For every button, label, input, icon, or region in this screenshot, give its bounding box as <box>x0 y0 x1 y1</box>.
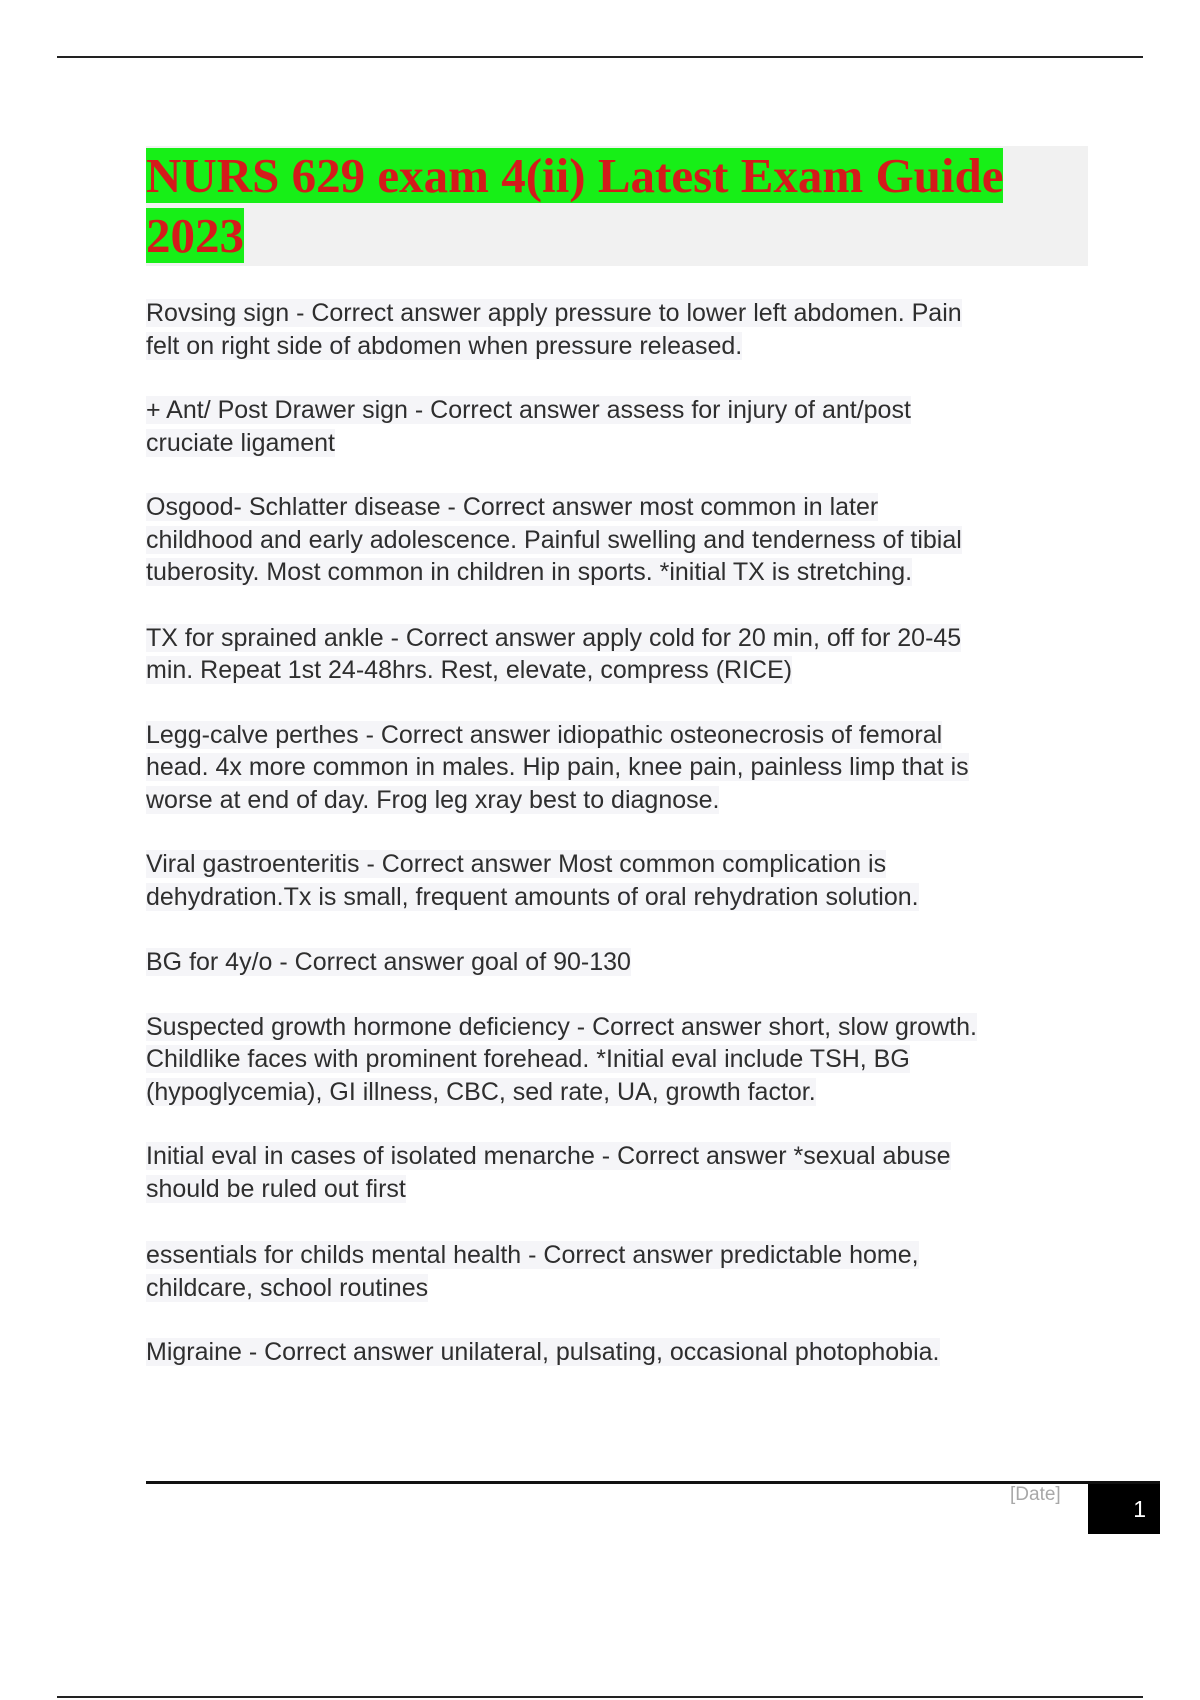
entry-growth-hormone: Suspected growth hormone deficiency - Correct answer short, slow growth. Childlike faces with prominent forehead. *Initial eval include TSH, BG (hypoglycemia), GI illness, CBC, sed rate, UA, growth factor. <box>146 1012 977 1106</box>
entry-legg-calve-perthes: Legg-calve perthes - Correct answer idiopathic osteonecrosis of femoral head. 4x more common in males. Hip pain, knee pain, painless limp that is worse at end of day. Frog leg xray best to diagnose. <box>146 720 969 814</box>
entry-rovsing-sign: Rovsing sign - Correct answer apply pressure to lower left abdomen. Pain felt on right side of abdomen when pressure released. <box>146 299 962 360</box>
entry-isolated-menarche: Initial eval in cases of isolated menarche - Correct answer *sexual abuse should be ruled out first <box>146 1142 951 1203</box>
entry-sprained-ankle: TX for sprained ankle - Correct answer apply cold for 20 min, off for 20-45 min. Repeat 1st 24-48hrs. Rest, elevate, compress (RICE) <box>146 623 962 684</box>
entry-drawer-sign: + Ant/ Post Drawer sign - Correct answer assess for injury of ant/post cruciate ligament <box>146 396 911 457</box>
entry-bg-4yo: BG for 4y/o - Correct answer goal of 90-130 <box>146 948 631 976</box>
footer-date-placeholder: [Date] <box>1010 1484 1061 1505</box>
entry-list <box>146 297 1096 1369</box>
entry-migraine: Migraine - Correct answer unilateral, pulsating, occasional photophobia. <box>146 1338 940 1366</box>
entry-osgood-schlatter: Osgood- Schlatter disease - Correct answer most common in later childhood and early adolescence. Painful swelling and tenderness of tibial tuberosity. Most common in children in sports. *initial TX is stretching. <box>146 493 962 586</box>
document-title <box>146 146 1088 266</box>
top-border-line <box>57 56 1143 58</box>
bottom-border-line <box>57 1696 1143 1698</box>
title-line-2: 2023 <box>146 208 244 263</box>
footer-line <box>146 1481 1160 1484</box>
entry-mental-health: essentials for childs mental health - Correct answer predictable home, childcare, school routines <box>146 1241 919 1302</box>
entry-viral-gastroenteritis: Viral gastroenteritis - Correct answer Most common complication is dehydration.Tx is small, frequent amounts of oral rehydration solution. <box>146 850 919 911</box>
title-line-1: NURS 629 exam 4(ii) Latest Exam Guide <box>146 148 1004 203</box>
page-number: 1 <box>1088 1484 1160 1534</box>
title-block <box>146 146 1088 266</box>
